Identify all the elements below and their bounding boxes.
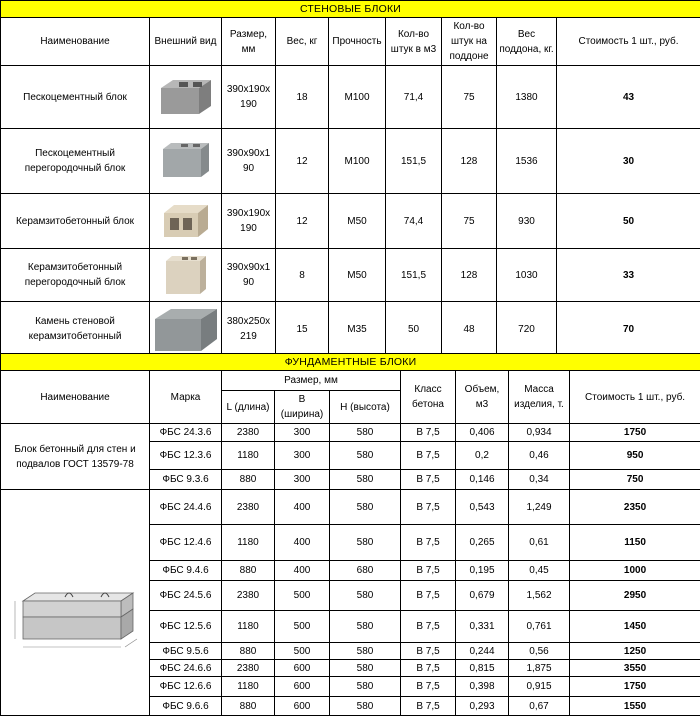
block-mass: 1,875 xyxy=(509,660,570,677)
block-price: 43 xyxy=(557,66,700,129)
block-weight: 8 xyxy=(276,249,329,302)
block-image-cell xyxy=(150,249,222,302)
block-size: 390х90х1 90 xyxy=(222,249,276,302)
header-appearance: Внешний вид xyxy=(150,18,222,66)
block-width: 600 xyxy=(275,677,330,697)
foundation-section-title: ФУНДАМЕНТНЫЕ БЛОКИ xyxy=(1,354,700,371)
block-per-pallet: 128 xyxy=(442,129,497,194)
table-row xyxy=(1,129,700,194)
block-width: 300 xyxy=(275,424,330,442)
header-strength: Прочность xyxy=(329,18,386,66)
block-size: 390х190х 190 xyxy=(222,194,276,249)
block-name: Пескоцементный блок xyxy=(1,66,150,129)
block-height: 580 xyxy=(330,581,401,611)
block-class: В 7,5 xyxy=(401,442,456,470)
block-price: 1550 xyxy=(570,697,700,716)
table-row xyxy=(1,249,700,302)
block-mark: ФБС 12.3.6 xyxy=(150,442,222,470)
block-name: Пескоцементный перегородочный блок xyxy=(1,129,150,194)
block-pallet-weight: 930 xyxy=(497,194,557,249)
block-price: 1750 xyxy=(570,424,700,442)
header-price: Стоимость 1 шт., руб. xyxy=(570,371,700,424)
block-class: В 7,5 xyxy=(401,643,456,660)
product-name: Блок бетонный для стен и подвалов ГОСТ 13579-78 xyxy=(1,424,150,490)
block-mark: ФБС 24.3.6 xyxy=(150,424,222,442)
gray-block-image xyxy=(157,76,215,118)
header-per-pallet: Кол-во штук на поддоне xyxy=(442,18,497,66)
block-pallet-weight: 1030 xyxy=(497,249,557,302)
block-mass: 0,934 xyxy=(509,424,570,442)
block-per-m3: 74,4 xyxy=(386,194,442,249)
block-mass: 0,56 xyxy=(509,643,570,660)
block-price: 1450 xyxy=(570,611,700,643)
block-height: 580 xyxy=(330,643,401,660)
block-mark: ФБС 9.4.6 xyxy=(150,561,222,581)
block-length: 880 xyxy=(222,561,275,581)
block-height: 580 xyxy=(330,697,401,716)
block-mass: 0,67 xyxy=(509,697,570,716)
block-class: В 7,5 xyxy=(401,490,456,525)
block-width: 500 xyxy=(275,581,330,611)
block-class: В 7,5 xyxy=(401,697,456,716)
header-weight: Вес, кг xyxy=(276,18,329,66)
block-class: В 7,5 xyxy=(401,660,456,677)
block-width: 600 xyxy=(275,697,330,716)
block-mark: ФБС 12.6.6 xyxy=(150,677,222,697)
block-volume: 0,543 xyxy=(456,490,509,525)
block-weight: 18 xyxy=(276,66,329,129)
block-mark: ФБС 24.4.6 xyxy=(150,490,222,525)
block-height: 680 xyxy=(330,561,401,581)
block-name: Камень стеновой керамзитобетонный xyxy=(1,302,150,357)
block-strength: М35 xyxy=(329,302,386,357)
block-per-m3: 151,5 xyxy=(386,249,442,302)
block-width: 500 xyxy=(275,611,330,643)
table-row xyxy=(1,490,700,525)
block-width: 500 xyxy=(275,643,330,660)
block-width: 300 xyxy=(275,442,330,470)
block-image-cell xyxy=(150,66,222,129)
block-volume: 0,244 xyxy=(456,643,509,660)
block-volume: 0,406 xyxy=(456,424,509,442)
block-pallet-weight: 1380 xyxy=(497,66,557,129)
block-height: 580 xyxy=(330,424,401,442)
header-volume: Объем, м3 xyxy=(456,371,509,424)
block-price: 1750 xyxy=(570,677,700,697)
header-height: H (высота) xyxy=(330,391,401,424)
block-image-cell xyxy=(150,302,222,357)
block-length: 1180 xyxy=(222,611,275,643)
block-volume: 0,2 xyxy=(456,442,509,470)
block-volume: 0,146 xyxy=(456,470,509,490)
block-price: 1150 xyxy=(570,525,700,561)
block-class: В 7,5 xyxy=(401,525,456,561)
block-height: 580 xyxy=(330,490,401,525)
block-size: 390х190х 190 xyxy=(222,66,276,129)
block-price: 30 xyxy=(557,129,700,194)
beige-block-image xyxy=(160,201,212,241)
gray-partition-block-image xyxy=(157,139,215,183)
block-height: 580 xyxy=(330,470,401,490)
block-length: 2380 xyxy=(222,660,275,677)
block-size: 380х250х 219 xyxy=(222,302,276,357)
block-weight: 12 xyxy=(276,194,329,249)
block-per-m3: 71,4 xyxy=(386,66,442,129)
block-class: В 7,5 xyxy=(401,561,456,581)
header-length: L (длина) xyxy=(222,391,275,424)
block-volume: 0,398 xyxy=(456,677,509,697)
block-length: 1180 xyxy=(222,677,275,697)
block-length: 2380 xyxy=(222,581,275,611)
header-class: Класс бетона xyxy=(401,371,456,424)
block-width: 400 xyxy=(275,525,330,561)
block-per-pallet: 128 xyxy=(442,249,497,302)
header-name: Наименование xyxy=(1,371,150,424)
block-image-cell xyxy=(150,129,222,194)
block-volume: 0,815 xyxy=(456,660,509,677)
header-width: B (ширина) xyxy=(275,391,330,424)
block-class: В 7,5 xyxy=(401,470,456,490)
wall-section-title: СТЕНОВЫЕ БЛОКИ xyxy=(1,1,700,18)
block-size: 390х90х1 90 xyxy=(222,129,276,194)
block-length: 1180 xyxy=(222,442,275,470)
block-price: 1000 xyxy=(570,561,700,581)
block-class: В 7,5 xyxy=(401,581,456,611)
block-mark: ФБС 9.5.6 xyxy=(150,643,222,660)
header-mass: Масса изделия, т. xyxy=(509,371,570,424)
block-volume: 0,331 xyxy=(456,611,509,643)
block-mass: 0,34 xyxy=(509,470,570,490)
block-mass: 1,249 xyxy=(509,490,570,525)
foundation-block-diagram xyxy=(5,543,145,663)
block-mark: ФБС 12.5.6 xyxy=(150,611,222,643)
block-length: 2380 xyxy=(222,424,275,442)
block-width: 400 xyxy=(275,490,330,525)
header-size: Размер, мм xyxy=(222,371,401,391)
block-per-pallet: 75 xyxy=(442,194,497,249)
beige-partition-block-image xyxy=(160,253,212,297)
table-row xyxy=(1,194,700,249)
block-class: В 7,5 xyxy=(401,424,456,442)
block-mass: 0,915 xyxy=(509,677,570,697)
block-diagram-cell xyxy=(1,490,150,716)
header-name: Наименование xyxy=(1,18,150,66)
block-mass: 0,46 xyxy=(509,442,570,470)
block-mark: ФБС 24.6.6 xyxy=(150,660,222,677)
wall-blocks-table xyxy=(0,0,700,357)
foundation-blocks-table xyxy=(0,353,700,716)
block-mass: 1,562 xyxy=(509,581,570,611)
block-class: В 7,5 xyxy=(401,677,456,697)
block-price: 70 xyxy=(557,302,700,357)
header-pallet-weight: Вес поддона, кг. xyxy=(497,18,557,66)
block-height: 580 xyxy=(330,442,401,470)
block-width: 600 xyxy=(275,660,330,677)
block-image-cell xyxy=(150,194,222,249)
block-strength: М50 xyxy=(329,194,386,249)
block-length: 880 xyxy=(222,643,275,660)
block-mark: ФБС 24.5.6 xyxy=(150,581,222,611)
block-name: Керамзитобетонный перегородочный блок xyxy=(1,249,150,302)
block-volume: 0,265 xyxy=(456,525,509,561)
block-height: 580 xyxy=(330,611,401,643)
block-height: 580 xyxy=(330,660,401,677)
block-weight: 12 xyxy=(276,129,329,194)
block-length: 1180 xyxy=(222,525,275,561)
table-row xyxy=(1,424,700,442)
block-mass: 0,61 xyxy=(509,525,570,561)
block-price: 950 xyxy=(570,442,700,470)
block-length: 2380 xyxy=(222,490,275,525)
block-height: 580 xyxy=(330,525,401,561)
block-class: В 7,5 xyxy=(401,611,456,643)
block-mark: ФБС 9.6.6 xyxy=(150,697,222,716)
block-price: 3550 xyxy=(570,660,700,677)
block-name: Керамзитобетонный блок xyxy=(1,194,150,249)
block-mass: 0,45 xyxy=(509,561,570,581)
block-price: 1250 xyxy=(570,643,700,660)
block-strength: М50 xyxy=(329,249,386,302)
solid-stone-image xyxy=(153,305,219,353)
block-pallet-weight: 720 xyxy=(497,302,557,357)
block-volume: 0,293 xyxy=(456,697,509,716)
block-price: 33 xyxy=(557,249,700,302)
block-price: 750 xyxy=(570,470,700,490)
block-per-m3: 151,5 xyxy=(386,129,442,194)
header-size: Размер, мм xyxy=(222,18,276,66)
block-height: 580 xyxy=(330,677,401,697)
block-mark: ФБС 12.4.6 xyxy=(150,525,222,561)
block-mass: 0,761 xyxy=(509,611,570,643)
header-price: Стоимость 1 шт., руб. xyxy=(557,18,700,66)
block-weight: 15 xyxy=(276,302,329,357)
block-per-pallet: 48 xyxy=(442,302,497,357)
table-row xyxy=(1,302,700,357)
block-pallet-weight: 1536 xyxy=(497,129,557,194)
block-width: 300 xyxy=(275,470,330,490)
block-volume: 0,679 xyxy=(456,581,509,611)
block-length: 880 xyxy=(222,697,275,716)
block-price: 2350 xyxy=(570,490,700,525)
header-mark: Марка xyxy=(150,371,222,424)
block-price: 2950 xyxy=(570,581,700,611)
block-length: 880 xyxy=(222,470,275,490)
header-per-m3: Кол-во штук в м3 xyxy=(386,18,442,66)
block-volume: 0,195 xyxy=(456,561,509,581)
block-price: 50 xyxy=(557,194,700,249)
block-mark: ФБС 9.3.6 xyxy=(150,470,222,490)
block-strength: М100 xyxy=(329,129,386,194)
block-per-pallet: 75 xyxy=(442,66,497,129)
table-row xyxy=(1,66,700,129)
block-width: 400 xyxy=(275,561,330,581)
block-strength: М100 xyxy=(329,66,386,129)
block-per-m3: 50 xyxy=(386,302,442,357)
